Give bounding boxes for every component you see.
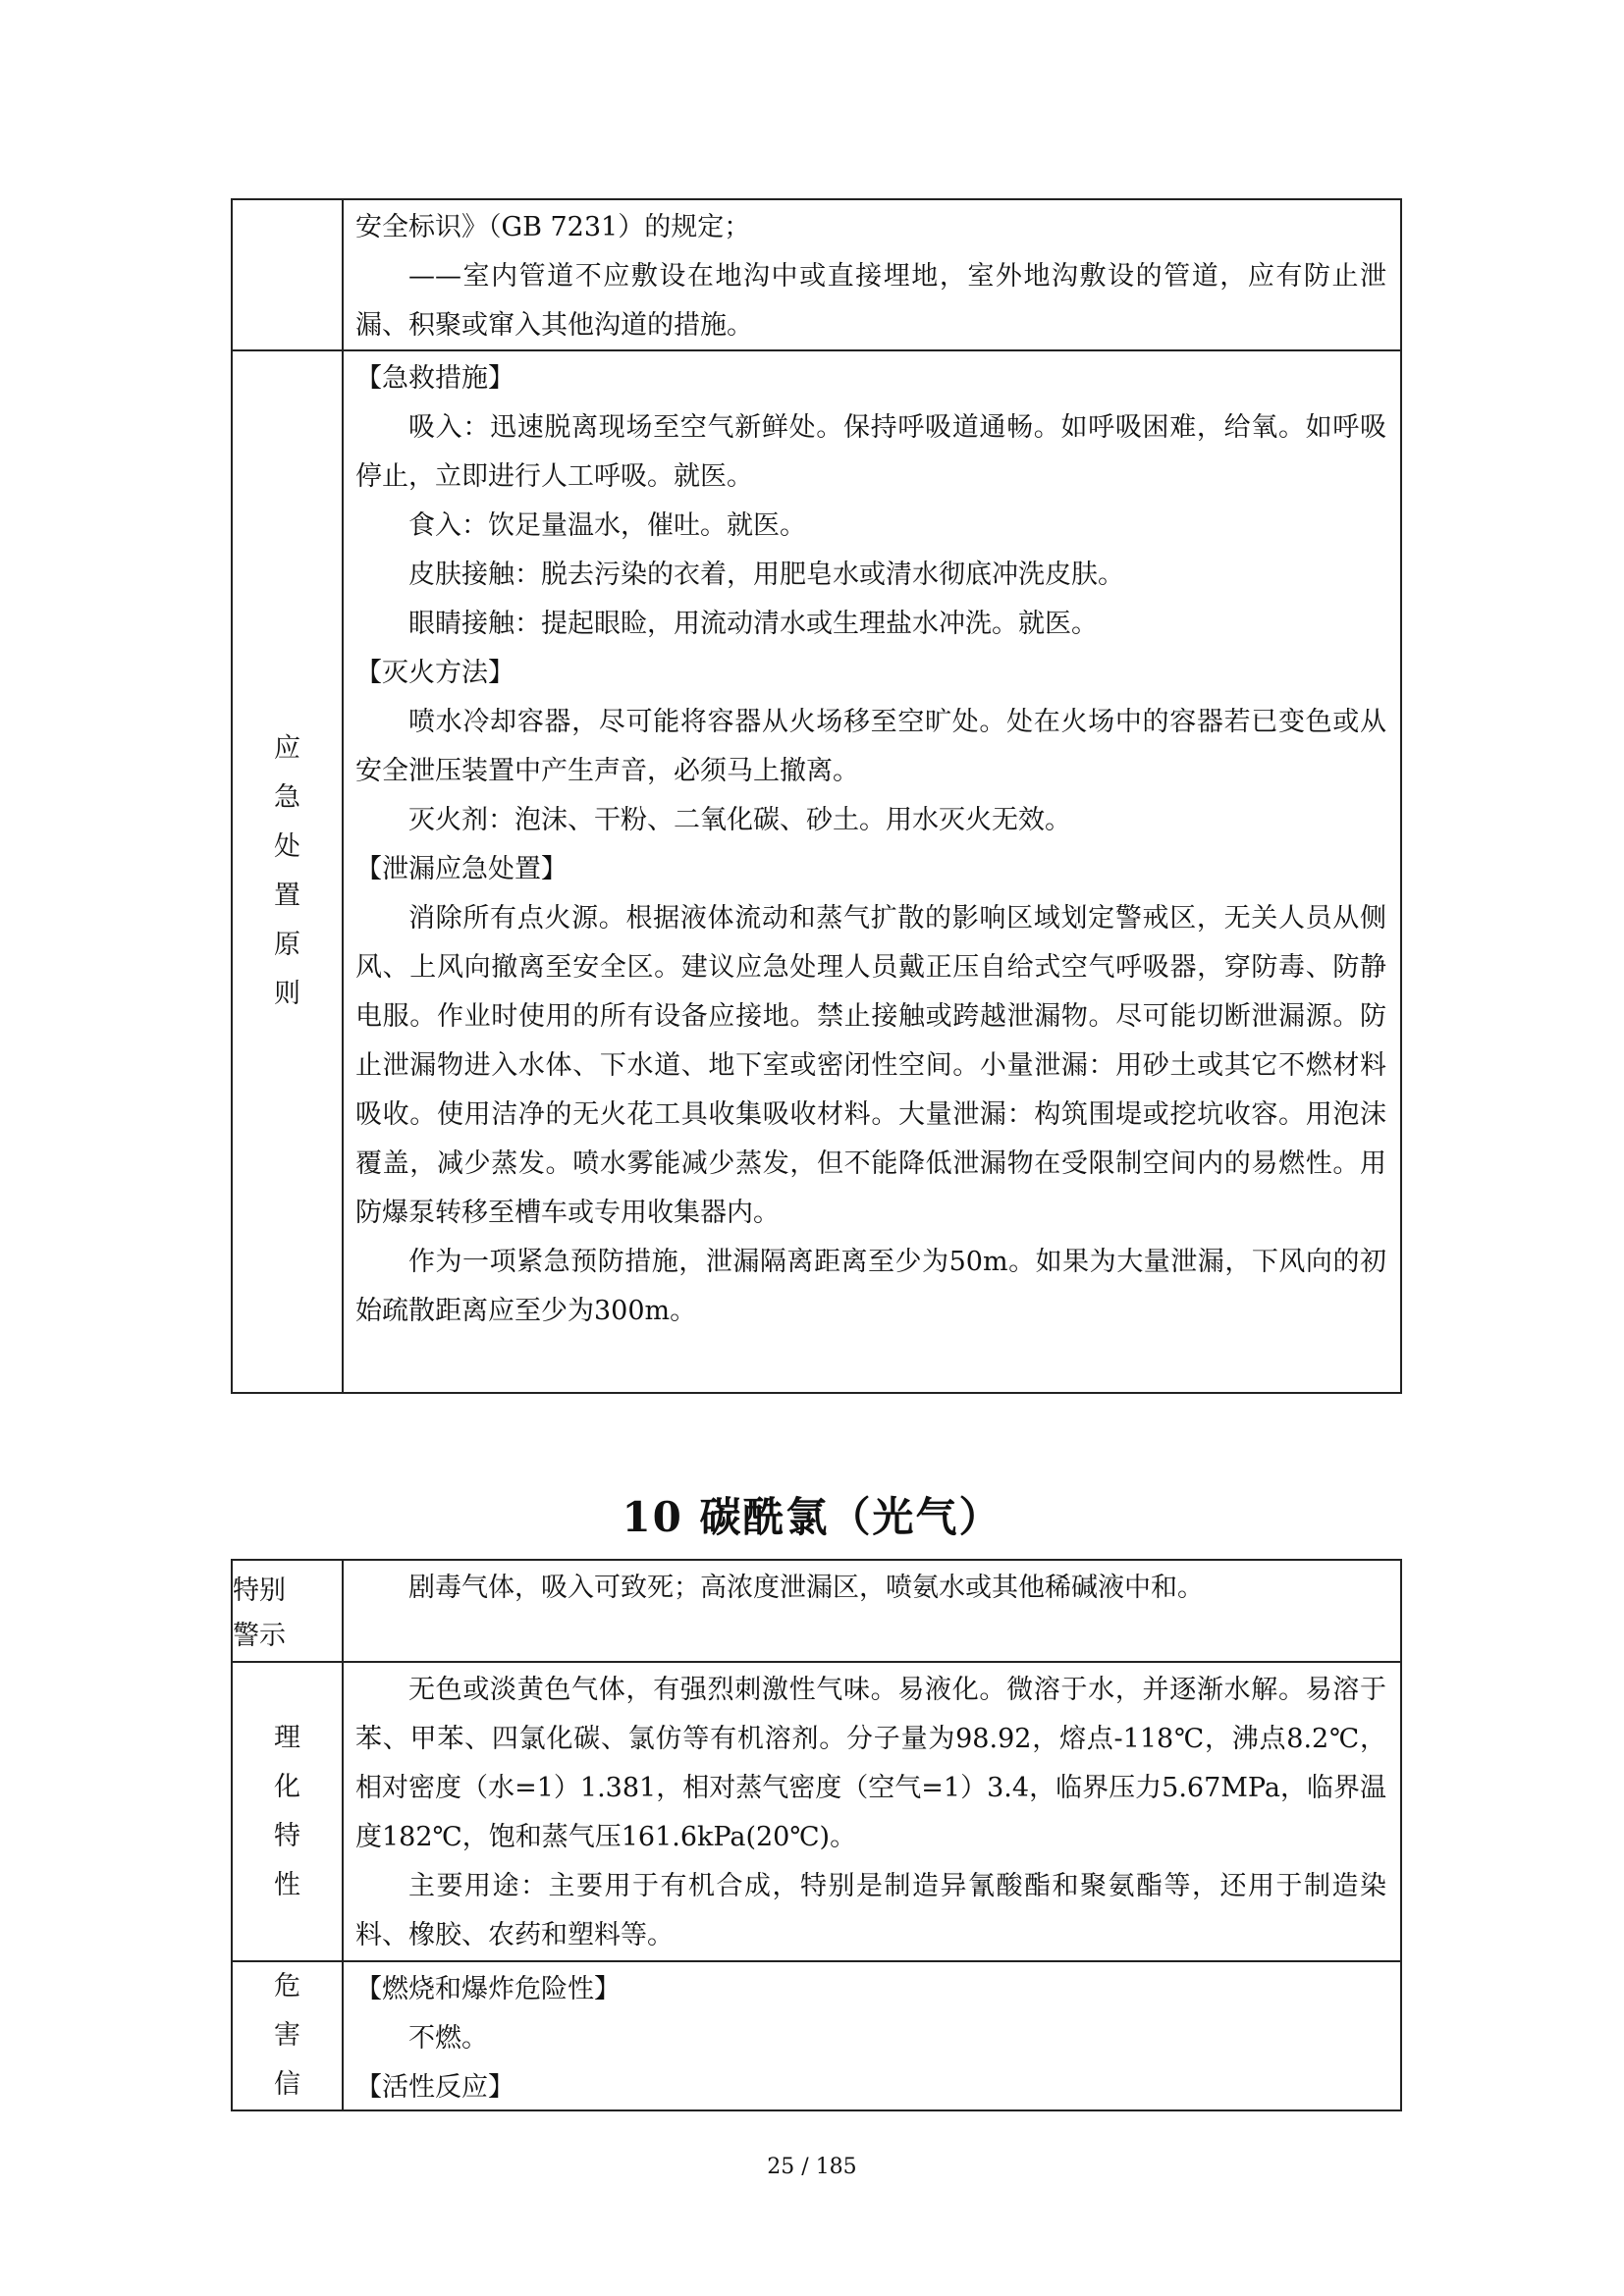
eye-contact-text: 眼睛接触：提起眼睑，用流动清水或生理盐水冲洗。就医。	[408, 609, 1098, 639]
label-char: 害	[274, 2020, 300, 2051]
properties-content	[344, 1663, 1400, 1960]
row-label-empty	[233, 200, 344, 349]
phosgene-table	[231, 1559, 1402, 2111]
ingestion-text: 食入：饮足量温水，催吐。就医。	[408, 510, 806, 541]
emergency-row	[233, 349, 1400, 1392]
properties-row	[233, 1661, 1400, 1960]
continuation-table	[231, 198, 1402, 1394]
label-char: 则	[274, 979, 300, 1009]
section-title: 10 碳酰氯（光气）	[622, 1493, 1002, 1541]
extinguishing-agent-text: 灭火剂：泡沫、干粉、二氧化碳、砂土。用水灭火无效。	[408, 805, 1071, 835]
storage-row-continued	[233, 200, 1400, 349]
text-paragraph: ——室内管道不应敷设在地沟中或直接埋地，室外地沟敷设的管道，应有防止泄漏、积聚或窜入其他沟道的措施。	[355, 261, 1386, 341]
text-line: 安全标识》（GB 7231）的规定；	[355, 212, 751, 242]
label-char: 置	[274, 881, 300, 911]
special-warning-text: 剧毒气体，吸入可致死；高浓度泄漏区，喷氨水或其他稀碱液中和。	[408, 1573, 1204, 1603]
special-warning-content	[344, 1561, 1400, 1661]
leak-response-text: 消除所有点火源。根据液体流动和蒸气扩散的影响区域划定警戒区，无关人员从侧风、上风向撤离至安全区。建议应急处理人员戴正压自给式空气呼吸器，穿防毒、防静电服。作业时使用的所有设备应接地。禁止接触或跨越泄漏物。尽可能切断泄漏源。防止泄漏物进入水体、下水道、地下室或密闭性空间。小量泄漏：用砂土或其它不燃材料吸收。使用洁净的无火花工具收集吸收材料。大量泄漏：构筑围堤或挖坑收容。用泡沫覆盖，减少蒸发。喷水雾能减少蒸发，但不能降低泄漏物在受限制空间内的易燃性。用防爆泵转移至槽车或专用收集器内。	[355, 903, 1386, 1228]
combustion-text: 不燃。	[408, 2023, 488, 2054]
label-char: 急	[274, 782, 300, 813]
first-aid-header: 【急救措施】	[355, 363, 514, 394]
row-content	[344, 200, 1400, 349]
properties-text: 无色或淡黄色气体，有强烈刺激性气味。易液化。微溶于水，并逐渐水解。易溶于苯、甲苯、四氯化碳、氯仿等有机溶剂。分子量为98.92，熔点-118℃，沸点8.2℃，相对密度（水=1）1.381，相对蒸气密度（空气=1）3.4，临界压力5.67MPa，临界温度182℃，饱和蒸气压161.6kPa(20℃)。	[355, 1675, 1386, 1852]
properties-label	[233, 1663, 344, 1960]
reactivity-header: 【活性反应】	[355, 2072, 514, 2103]
skin-contact-text: 皮肤接触：脱去污染的衣着，用肥皂水或清水彻底冲洗皮肤。	[408, 560, 1124, 590]
isolation-distance-text: 作为一项紧急预防措施，泄漏隔离距离至少为50m。如果为大量泄漏，下风向的初始疏散距离应至少为300m。	[355, 1247, 1386, 1326]
leak-response-header: 【泄漏应急处置】	[355, 854, 568, 884]
label-line: 警示	[233, 1621, 286, 1651]
label-char: 处	[274, 831, 300, 862]
combustion-header: 【燃烧和爆炸危险性】	[355, 1974, 621, 2004]
usage-text: 主要用途：主要用于有机合成，特别是制造异氰酸酯和聚氨酯等，还用于制造染料、橡胶、农药和塑料等。	[355, 1871, 1386, 1950]
special-warning-label	[233, 1561, 344, 1661]
label-char: 应	[274, 733, 300, 764]
label-char: 性	[274, 1869, 300, 1900]
hazard-content	[344, 1962, 1400, 2109]
label-char: 特	[274, 1820, 300, 1851]
emergency-row-label	[233, 351, 344, 1392]
label-char: 化	[274, 1771, 300, 1802]
page-number: 25 / 185	[767, 2155, 857, 2179]
label-char: 信	[274, 2069, 300, 2100]
label-char: 原	[274, 930, 300, 960]
hazard-row	[233, 1960, 1400, 2109]
fire-method-header: 【灭火方法】	[355, 658, 514, 688]
hazard-label	[233, 1962, 344, 2109]
special-warning-row	[233, 1561, 1400, 1661]
label-line: 特别	[233, 1575, 286, 1606]
label-char: 理	[274, 1722, 300, 1753]
label-char: 危	[274, 1971, 300, 2002]
inhalation-text: 吸入：迅速脱离现场至空气新鲜处。保持呼吸道通畅。如呼吸困难，给氧。如呼吸停止，立即进行人工呼吸。就医。	[355, 412, 1386, 492]
fire-method-text: 喷水冷却容器，尽可能将容器从火场移至空旷处。处在火场中的容器若已变色或从安全泄压装置中产生声音，必须马上撤离。	[355, 707, 1386, 786]
emergency-content	[344, 351, 1400, 1392]
